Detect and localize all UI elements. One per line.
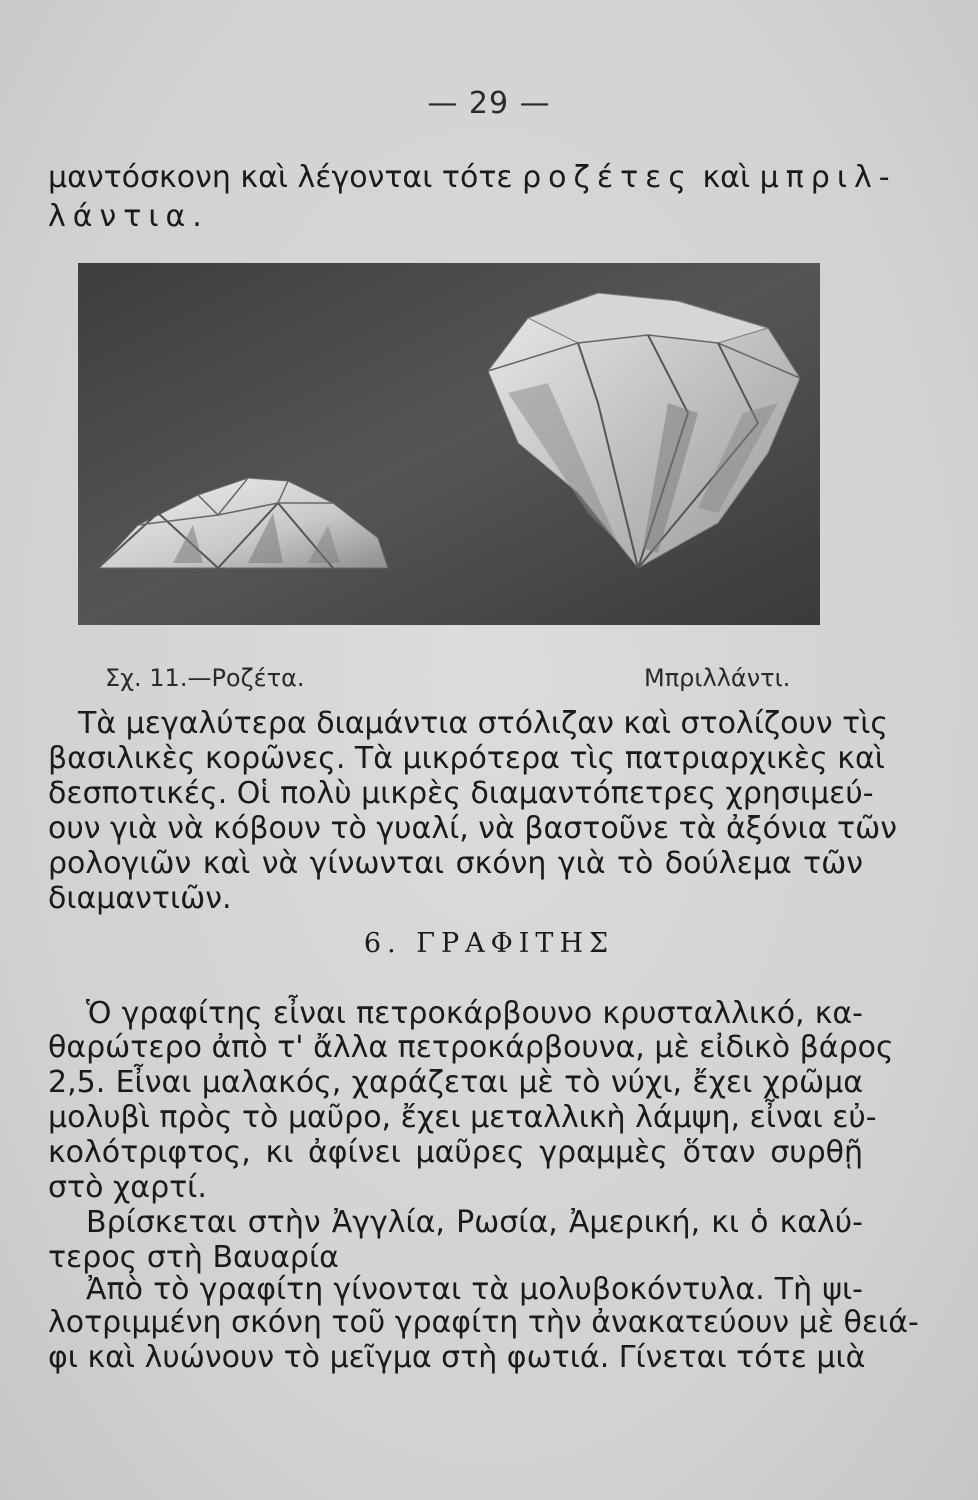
diamond-illustration (78, 263, 820, 625)
paragraph-4-line-3: φι καὶ λυώνουν τὸ μεῖγμα στὴ φωτιά. Γίνεται τότε μιὰ (48, 1340, 866, 1375)
paragraph-1-line-5: ρολογιῶν καὶ νὰ γίνωνται σκόνη γιὰ τὸ δούλεμα τῶν (48, 846, 863, 881)
diamond-cuts-figure (78, 263, 820, 625)
paragraph-1-line-2: βασιλικὲς κορῶνες. Τὰ μικρότερα τὶς πατριαρχικὲς καὶ (48, 741, 885, 776)
paragraph-2-line-1: Ὁ γραφίτης εἶναι πετροκάρβουνο κρυσταλλικό, κα- (86, 996, 863, 1031)
paragraph-4-line-1: Ἀπὸ τὸ γραφίτη γίνονται τὰ μολυβοκόντυλα. Τὴ ψι- (86, 1272, 863, 1307)
paragraph-1-line-1: Τὰ μεγαλύτερα διαμάντια στόλιζαν καὶ στολίζουν τὶς (78, 706, 888, 741)
intro-line-1 (48, 160, 897, 195)
paragraph-1-line-6: διαμαντιῶν. (48, 881, 232, 916)
paragraph-3-line-1: Βρίσκεται στὴν Ἀγγλία, Ρωσία, Ἀμερική, κι ὁ καλύ- (86, 1205, 863, 1240)
figure-caption-rozeta: Σχ. 11.—Ροζέτα. (105, 664, 305, 692)
intro-text: μαντόσκονη καὶ λέγονται τότε (48, 160, 523, 195)
figure-caption-brilliant: Μπριλλάντι. (644, 664, 791, 692)
paragraph-3-line-2: τερος στὴ Βαυαρία (48, 1240, 339, 1275)
term-rozetes: ροζέτες (522, 160, 693, 195)
term-brilliant-start: μπριλ- (759, 160, 897, 195)
paragraph-2-line-2: θαρώτερο ἀπὸ τ' ἄλλα πετροκάρβουνα, μὲ εἰδικὸ βάρος (48, 1030, 894, 1065)
paragraph-1-line-4: ουν γιὰ νὰ κόβουν τὸ γυαλί, νὰ βαστοῦνε τὰ ἀξόνια τῶν (48, 811, 897, 846)
term-brilliant-end: λάντια. (48, 199, 209, 234)
paragraph-2-line-3: 2,5. Εἶναι μαλακός, χαράζεται μὲ τὸ νύχι, ἔχει χρῶμα (48, 1065, 863, 1100)
paragraph-2-line-4: μολυβὶ πρὸς τὸ μαῦρο, ἔχει μεταλλικὴ λάμψη, εἶναι εὐ- (48, 1100, 877, 1135)
paragraph-2-line-5: κολότριφτος, κι ἀφίνει μαῦρες γραμμὲς ὅταν συρθῇ (48, 1135, 863, 1170)
paragraph-1-line-3: δεσποτικές. Οἱ πολὺ μικρὲς διαμαντόπετρες χρησιμεύ- (48, 776, 874, 811)
section-heading: 6. ΓΡΑΦΙΤΗΣ (363, 928, 615, 959)
paragraph-2-line-6: στὸ χαρτί. (48, 1170, 207, 1205)
intro-conjunction: καὶ (692, 160, 760, 195)
page-number: — 29 — (427, 86, 551, 121)
intro-line-2 (48, 199, 863, 234)
paragraph-4-line-2: λοτριμμένη σκόνη τοῦ γραφίτη τὴν ἀνακατεύουν μὲ θειά- (48, 1305, 919, 1340)
